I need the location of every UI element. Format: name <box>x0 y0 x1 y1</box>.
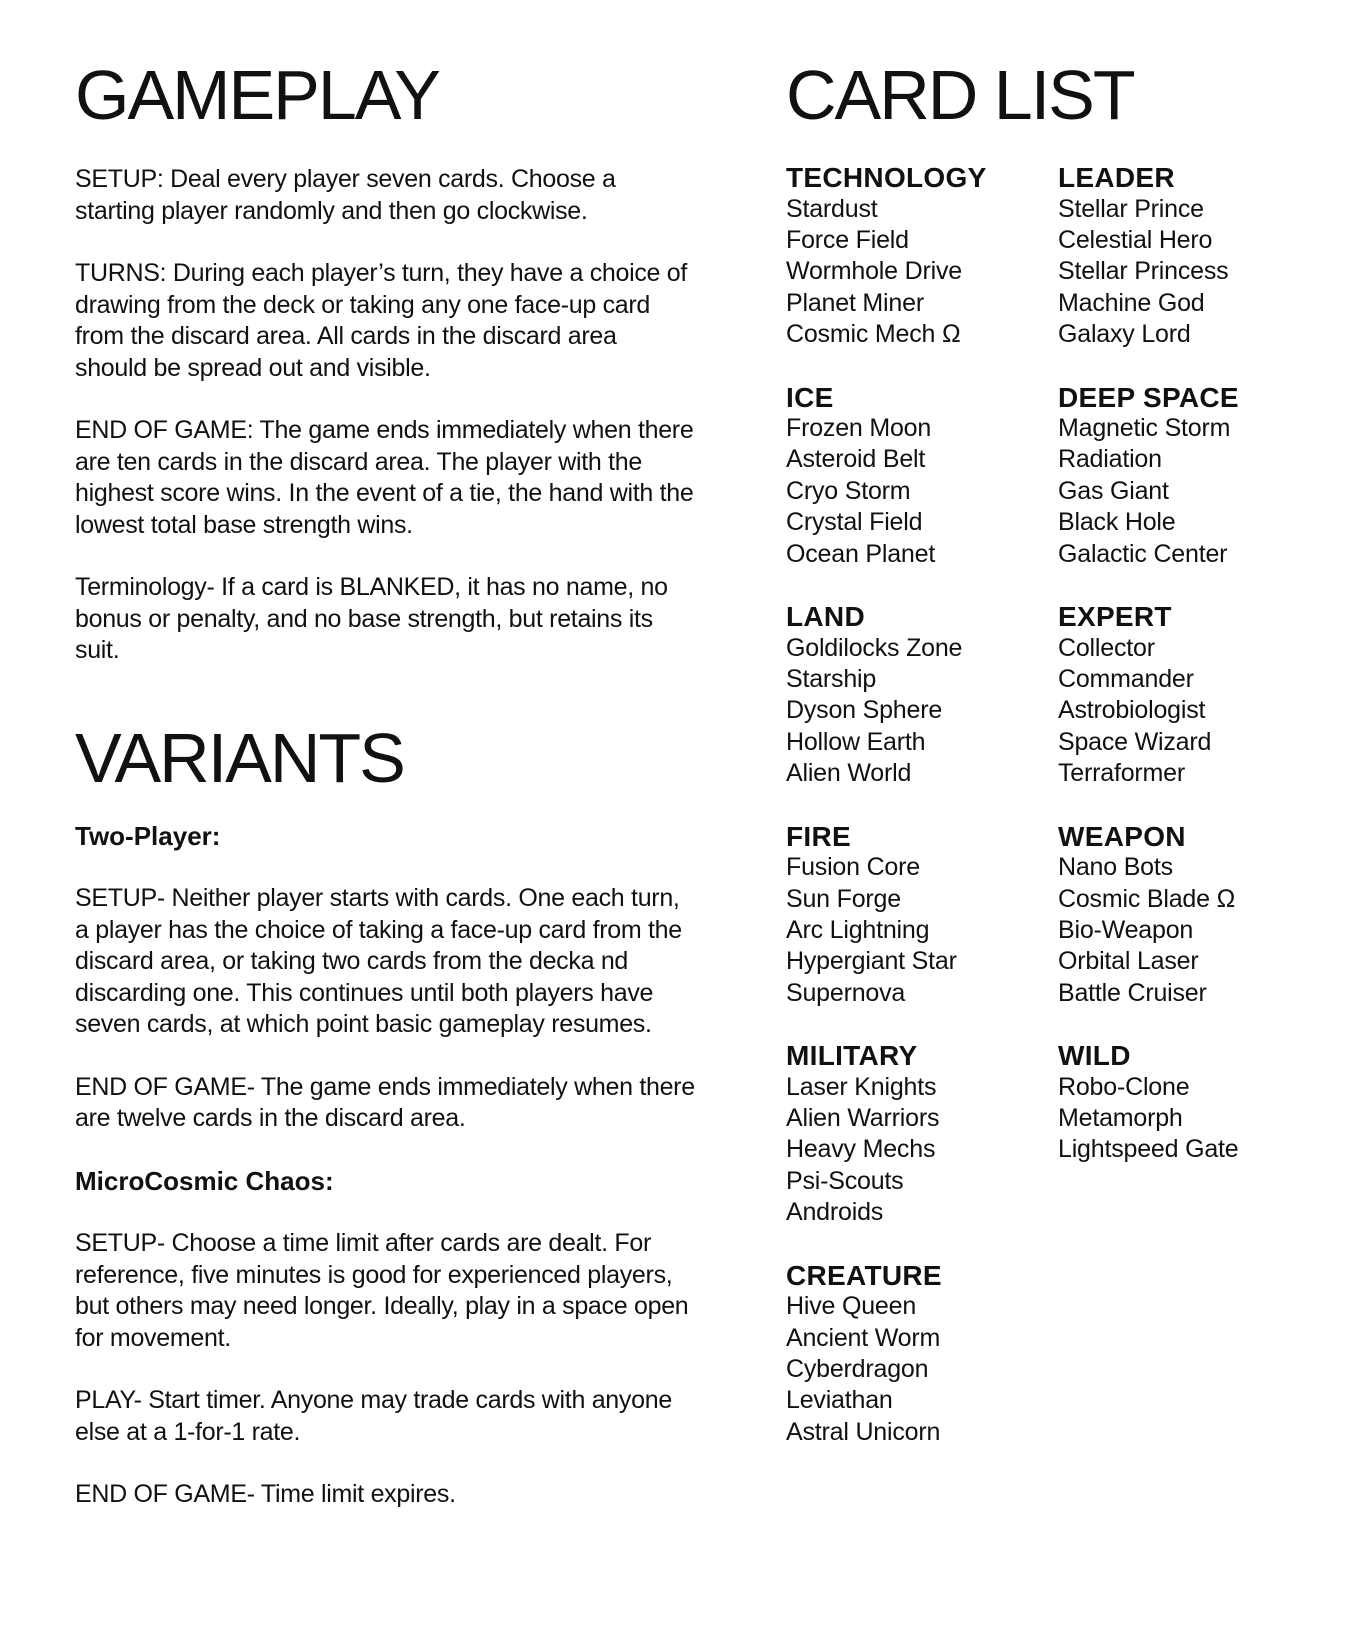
card-name: Commander <box>1058 664 1194 693</box>
microcosmic-title: MicroCosmic Chaos: <box>75 1165 334 1196</box>
card-name: Wormhole Drive <box>786 257 962 286</box>
suit-block <box>786 1260 1058 1449</box>
variants-heading: VARIANTS <box>75 718 404 797</box>
suit-block <box>786 162 1058 351</box>
suit-title: LAND <box>786 601 865 633</box>
end-of-game-paragraph: END OF GAME: The game ends immediately when there are ten cards in the discard area. The player with the highest score wins. In the event of a tie, the hand with the lowest total base strength wins. <box>75 416 694 539</box>
suit-title: ICE <box>786 381 834 413</box>
card-list-column <box>786 56 1306 1448</box>
terminology-paragraph: Terminology- If a card is BLANKED, it has no name, no bonus or penalty, and no base strength, but retains its suit. <box>75 573 668 664</box>
suit-title: TECHNOLOGY <box>786 162 987 193</box>
card-name: Orbital Laser <box>1058 947 1199 976</box>
card-name: Battle Cruiser <box>1058 978 1207 1007</box>
rules-column <box>75 56 695 1542</box>
card-name: Space Wizard <box>1058 727 1212 756</box>
card-name: Black Hole <box>1058 508 1176 537</box>
suit-title: WILD <box>1058 1040 1131 1072</box>
card-name: Planet Miner <box>786 288 924 317</box>
card-name: Cryo Storm <box>786 476 911 505</box>
microcosmic-end: END OF GAME- Time limit expires. <box>75 1480 456 1508</box>
card-name: Cyberdragon <box>786 1354 929 1383</box>
card-name: Galactic Center <box>1058 539 1228 568</box>
card-name: Astral Unicorn <box>786 1417 941 1446</box>
card-name: Arc Lightning <box>786 915 930 944</box>
card-list-heading: CARD LIST <box>786 56 1134 134</box>
setup-paragraph: SETUP: Deal every player seven cards. Choose a starting player randomly and then go clockwise. <box>75 165 616 225</box>
card-name: Lightspeed Gate <box>1058 1135 1239 1164</box>
suit-grid <box>786 162 1306 1448</box>
card-name: Leviathan <box>786 1386 893 1415</box>
card-name: Nano Bots <box>1058 853 1173 882</box>
card-name: Cosmic Blade Ω <box>1058 884 1236 913</box>
card-name: Bio-Weapon <box>1058 915 1194 944</box>
two-player-setup: SETUP- Neither player starts with cards. One each turn, a player has the choice of taking a face-up card from the discard area, or taking two cards from the decka nd discarding one. This continues until both players have seven cards, at which point basic gameplay resumes. <box>75 884 682 1038</box>
card-name: Ancient Worm <box>786 1323 941 1352</box>
card-name: Gas Giant <box>1058 476 1169 505</box>
card-name: Hypergiant Star <box>786 947 957 976</box>
card-name: Collector <box>1058 633 1155 662</box>
card-name: Radiation <box>1058 445 1162 474</box>
card-name: Force Field <box>786 225 909 254</box>
suit-title: FIRE <box>786 820 851 852</box>
suit-title: CREATURE <box>786 1259 942 1291</box>
card-name: Sun Forge <box>786 884 901 913</box>
microcosmic-play: PLAY- Start timer. Anyone may trade cards with anyone else at a 1-for-1 rate. <box>75 1386 672 1446</box>
card-name: Terraformer <box>1058 759 1185 788</box>
suit-title: EXPERT <box>1058 601 1172 633</box>
card-name: Astrobiologist <box>1058 696 1206 725</box>
card-name: Machine God <box>1058 288 1205 317</box>
suit-block <box>786 821 1058 1010</box>
suit-block <box>1058 821 1306 1010</box>
card-name: Frozen Moon <box>786 414 932 443</box>
card-name: Starship <box>786 664 877 693</box>
turns-paragraph: TURNS: During each player’s turn, they have a choice of drawing from the deck or taking any one face-up card from the discard area. All cards in the discard area should be spread out and visible. <box>75 259 688 382</box>
suit-block <box>1058 162 1306 351</box>
card-name: Metamorph <box>1058 1104 1183 1133</box>
card-name: Fusion Core <box>786 853 920 882</box>
two-player-title: Two-Player: <box>75 820 221 851</box>
suit-block <box>1058 1040 1306 1229</box>
card-name: Hollow Earth <box>786 727 926 756</box>
suit-block <box>1058 601 1306 790</box>
card-name: Galaxy Lord <box>1058 320 1191 349</box>
card-name: Cosmic Mech Ω <box>786 320 961 349</box>
gameplay-heading: GAMEPLAY <box>75 56 439 134</box>
card-name: Celestial Hero <box>1058 225 1213 254</box>
card-name: Hive Queen <box>786 1292 917 1321</box>
card-name: Alien Warriors <box>786 1104 940 1133</box>
card-name: Supernova <box>786 978 906 1007</box>
suit-title: MILITARY <box>786 1040 918 1072</box>
card-name: Stellar Prince <box>1058 194 1204 223</box>
card-name: Androids <box>786 1198 884 1227</box>
card-name: Robo-Clone <box>1058 1072 1190 1101</box>
card-name: Magnetic Storm <box>1058 414 1231 443</box>
card-name: Dyson Sphere <box>786 696 943 725</box>
suit-title: LEADER <box>1058 162 1175 193</box>
card-name: Ocean Planet <box>786 539 936 568</box>
card-name: Psi-Scouts <box>786 1166 904 1195</box>
card-name: Laser Knights <box>786 1072 937 1101</box>
card-name: Heavy Mechs <box>786 1135 936 1164</box>
card-name: Alien World <box>786 759 912 788</box>
suit-block <box>786 1040 1058 1229</box>
card-name: Stardust <box>786 194 878 223</box>
card-name: Crystal Field <box>786 508 923 537</box>
two-player-end: END OF GAME- The game ends immediately when there are twelve cards in the discard area. <box>75 1072 695 1132</box>
card-name: Goldilocks Zone <box>786 633 963 662</box>
suit-title: WEAPON <box>1058 820 1186 852</box>
card-name: Asteroid Belt <box>786 445 926 474</box>
suit-title: DEEP SPACE <box>1058 381 1239 413</box>
suit-block <box>786 382 1058 571</box>
microcosmic-setup: SETUP- Choose a time limit after cards are dealt. For reference, five minutes is good for experienced players, but others may need longer. Ideally, play in a space open for movement. <box>75 1229 689 1352</box>
suit-block <box>786 601 1058 790</box>
card-name: Stellar Princess <box>1058 257 1229 286</box>
suit-block <box>1058 382 1306 571</box>
